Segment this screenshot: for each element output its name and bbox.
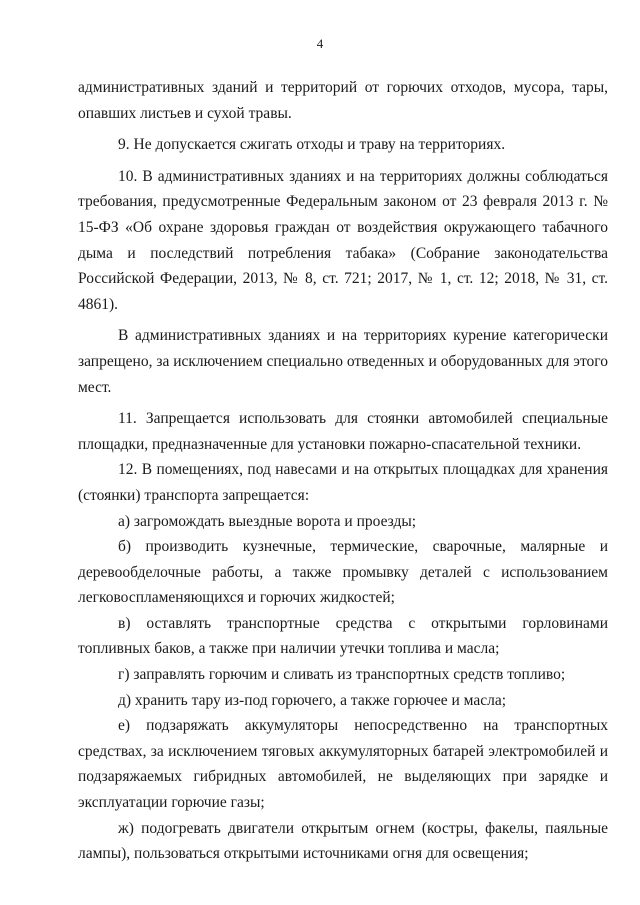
paragraph-item-9: 9. Не допускается сжигать отходы и траву на территориях. — [118, 136, 506, 154]
paragraph-continuation: административных зданий и территорий от горючих отходов, мусора, тары, опавших листьев и сухой травы. — [78, 79, 608, 122]
list-item-g: г) заправлять горючим и сливать из транспортных средств топливо; — [118, 666, 566, 684]
list-item-v: в) оставлять транспортные средства с открытыми горловинами топливных баков, а также при наличии утечки топлива и масла; — [78, 614, 608, 658]
page-number: 4 — [316, 36, 324, 51]
list-item-a: а) загромождать выездные ворота и проезды; — [118, 512, 417, 530]
list-item-zh: ж) подогревать двигатели открытым огнем (костры, факелы, паяльные лампы), пользоваться открытыми источниками огня для освещения; — [78, 819, 608, 863]
paragraph-item-10: 10. В административных зданиях и на территориях должны соблюдаться требования, предусмотренные Федеральным законом от 23 февраля 2013 г. № 15-ФЗ «Об охране здоровья граждан от воздействия окружающего табачного дыма и последствий потребления табака» (Собрание законодательства Российской Федерации, 2013, № 8, ст. 721; 2017, № 1, ст. 12; 2018, № 31, ст. 4861). — [78, 167, 608, 313]
list-item-d: д) хранить тару из-под горючего, а также горючее и масла; — [118, 691, 506, 709]
paragraph-item-11: 11. Запрещается использовать для стоянки автомобилей специальные площадки, предназначенные для установки пожарно-спасательной техники. — [78, 410, 608, 453]
list-item-b: б) производить кузнечные, термические, сварочные, малярные и деревообделочные работы, а также промывку деталей с использованием легковоспламеняющихся и горючих жидкостей; — [78, 538, 608, 607]
document-body — [78, 75, 608, 867]
paragraph-smoking-ban: В административных зданиях и на территориях курение категорически запрещено, за исключением специально отведенных и оборудованных для этого мест. — [78, 327, 608, 396]
paragraph-item-12: 12. В помещениях, под навесами и на открытых площадках для хранения (стоянки) транспорта запрещается: — [78, 461, 608, 504]
list-item-e: е) подзаряжать аккумуляторы непосредственно на транспортных средствах, за исключением тяговых аккумуляторных батарей электромобилей и подзаряжаемых гибридных автомобилей, не выделяющих при зарядке и эксплуатации горючие газы; — [78, 717, 608, 812]
